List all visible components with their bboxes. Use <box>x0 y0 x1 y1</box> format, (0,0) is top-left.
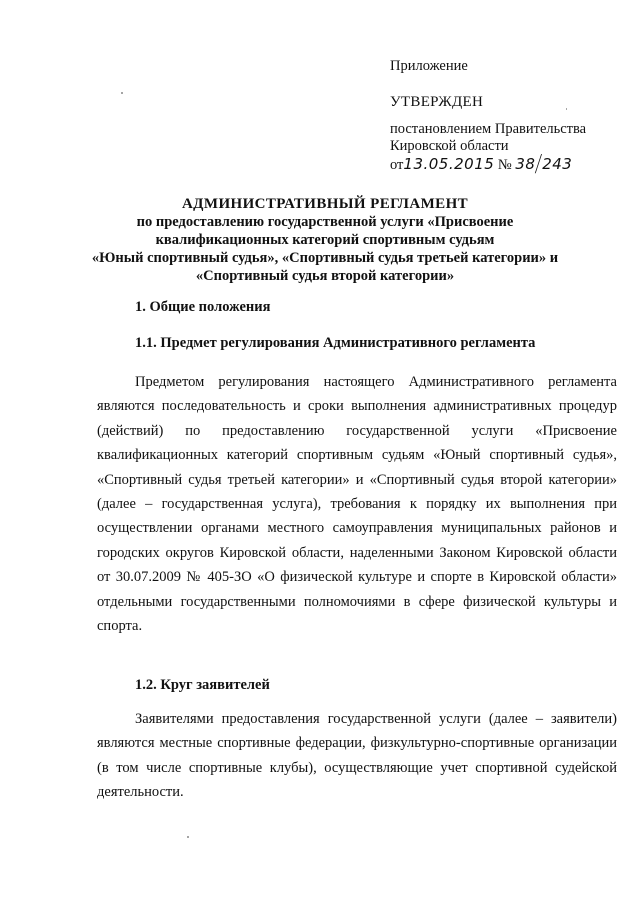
document-title <box>60 195 590 285</box>
decree-date-number <box>390 147 620 180</box>
title-main: АДМИНИСТРАТИВНЫЙ РЕГЛАМЕНТ <box>181 196 469 212</box>
title-line-2: по предоставлению государственной услуги «Присвоение <box>136 214 514 230</box>
date-prefix: от <box>390 157 404 173</box>
section-heading-1-1: 1.1. Предмет регулирования Административного регламента <box>135 335 536 351</box>
slash-mark: / <box>534 147 544 180</box>
title-line-4: «Юный спортивный судья», «Спортивный судья третьей категории» и <box>91 250 559 266</box>
scan-speck <box>566 108 567 110</box>
section-heading-1-2: 1.2. Круг заявителей <box>135 677 270 693</box>
appendix-label: Приложение <box>390 58 468 74</box>
handwritten-date: 13.05.2015 <box>403 155 495 173</box>
decree-line-1: постановлением Правительства <box>390 121 587 137</box>
handwritten-number-2: 243 <box>542 155 573 173</box>
section-heading-1: 1. Общие положения <box>135 299 271 315</box>
decree-line-2: Кировской области <box>390 138 509 154</box>
paragraph-subject: Предметом регулирования настоящего Административного регламента являются последовательность и сроки выполнения административных процедур (действий) по предоставлению государственной услуги «Присвоение квалификационных категорий спортивным судьям «Юный спортивный судья», «Спортивный судья третьей категории» и «Спортивный судья второй категории» (далее – государственная услуга), требования к порядку их выполнения при осуществлении органами местного самоуправления муниципальных районов и городских округов Кировской области, наделенными Законом Кировской области от 30.07.2009 № 405-ЗО «О физической культуре и спорте в Кировской области» отдельными государственными полномочиями в сфере физической культуры и спорта. <box>97 374 617 635</box>
number-sign: № <box>497 157 512 173</box>
scan-speck <box>121 92 123 94</box>
handwritten-number-1: 38 <box>515 155 536 173</box>
scan-speck <box>187 836 189 838</box>
title-line-5: «Спортивный судья второй категории» <box>195 268 455 284</box>
title-line-3: квалификационных категорий спортивным судьям <box>155 232 495 248</box>
approved-label: УТВЕРЖДЕН <box>390 94 484 110</box>
paragraph-applicants: Заявителями предоставления государственной услуги (далее – заявители) являются местные спортивные федерации, физкультурно-спортивные организации (в том числе спортивные клубы), осуществляющие учет спортивной судейской деятельности. <box>97 711 617 801</box>
approval-stamp <box>390 58 620 180</box>
